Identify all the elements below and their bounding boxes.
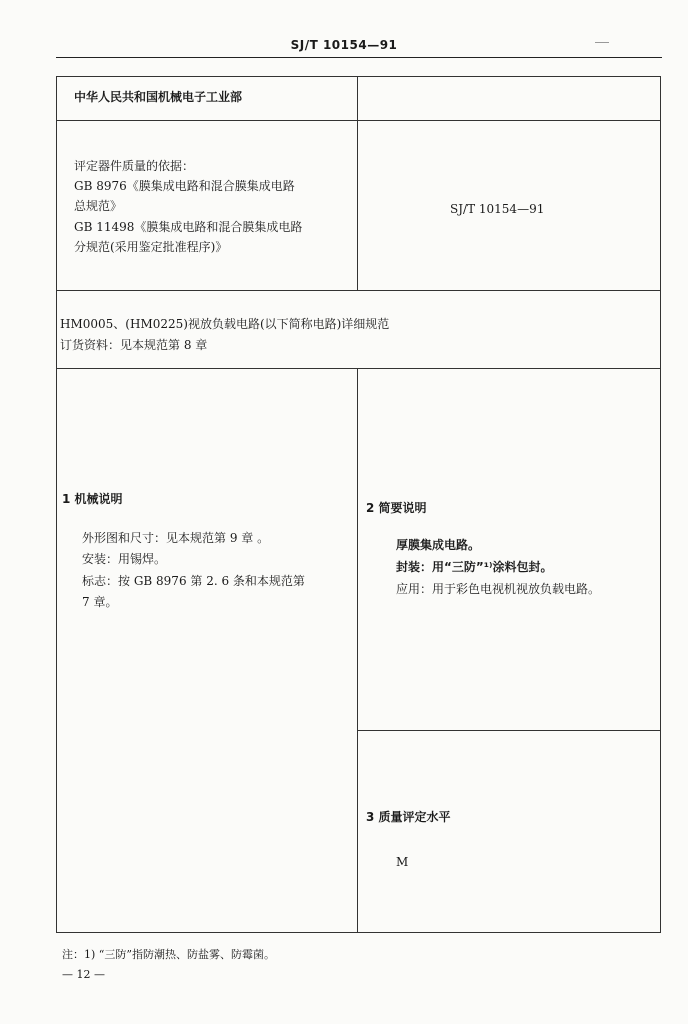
basis-line: 分规范(采用鉴定批准程序)》 bbox=[74, 240, 228, 254]
basis-line: 评定器件质量的依据： bbox=[74, 159, 195, 173]
section2-line: 应用：用于彩色电视机视放负载电路。 bbox=[396, 582, 601, 596]
right-split-border bbox=[357, 730, 661, 731]
section1-line: 标志：按 GB 8976 第 2. 6 条和本规范第 bbox=[82, 574, 305, 588]
section1-line: 外形图和尺寸：见本规范第 9 章 。 bbox=[82, 531, 270, 545]
header-rule bbox=[56, 57, 662, 58]
table-top-border bbox=[56, 76, 661, 77]
spec-number: SJ/T 10154—91 bbox=[450, 202, 545, 216]
spec-title: HM0005、(HM0225)视放负载电路(以下简称电路)详细规范 bbox=[60, 317, 390, 331]
ordering-info: 订货资料：见本规范第 8 章 bbox=[60, 338, 208, 352]
table-bottom-border bbox=[56, 932, 661, 933]
row1-2-divider bbox=[357, 76, 358, 290]
section1-heading: 1 机械说明 bbox=[62, 492, 123, 506]
page-number: — 12 — bbox=[62, 968, 105, 981]
ministry-name: 中华人民共和国机械电子工业部 bbox=[74, 90, 243, 104]
row2-bottom-border bbox=[56, 290, 661, 291]
section1-line: 7 章。 bbox=[82, 595, 118, 609]
row4-divider bbox=[357, 368, 358, 932]
row3-bottom-border bbox=[56, 368, 661, 369]
section1-line: 安装：用锡焊。 bbox=[82, 552, 167, 566]
section2-line: 封装：用“三防”¹⁾涂料包封。 bbox=[396, 560, 553, 574]
row1-bottom-border bbox=[56, 120, 661, 121]
section2-line: 厚膜集成电路。 bbox=[396, 538, 481, 552]
footnote: 注：1) “三防”指防潮热、防盐雾、防霉菌。 bbox=[62, 948, 276, 961]
section3-heading: 3 质量评定水平 bbox=[366, 810, 451, 824]
basis-line: GB 8976《膜集成电路和混合膜集成电路 bbox=[74, 179, 295, 193]
quality-level-value: M bbox=[396, 855, 409, 869]
standard-code-header: SJ/T 10154—91 bbox=[290, 38, 398, 52]
basis-line: 总规范》 bbox=[74, 199, 123, 213]
table-left-border bbox=[56, 76, 57, 932]
table-right-border bbox=[660, 76, 661, 932]
basis-line: GB 11498《膜集成电路和混合膜集成电路 bbox=[74, 220, 303, 234]
scan-mark bbox=[595, 42, 609, 43]
section2-heading: 2 简要说明 bbox=[366, 501, 427, 515]
